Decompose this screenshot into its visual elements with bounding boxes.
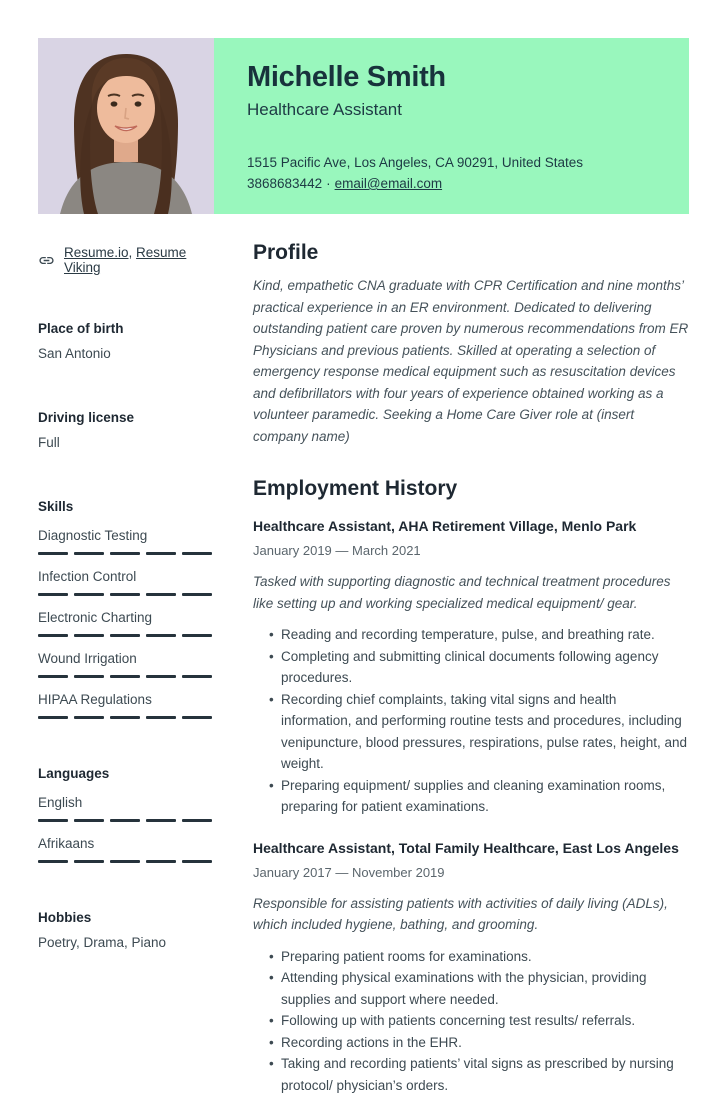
job-duty: • Recording actions in the EHR. — [269, 1032, 689, 1054]
person-name: Michelle Smith — [247, 61, 446, 93]
skill-level-bar — [38, 593, 212, 596]
main-column — [253, 240, 689, 1096]
skill-level-bar — [38, 716, 212, 719]
external-links — [64, 245, 212, 275]
job-duty: • Following up with patients concerning test results/ referrals. — [269, 1010, 689, 1032]
resume-viking-link[interactable]: Resume Viking — [64, 245, 187, 275]
resume-body — [38, 240, 689, 1096]
language-item — [38, 836, 212, 863]
job-title: Healthcare Assistant, Total Family Healthcare, East Los Angeles — [253, 839, 679, 856]
external-links-row — [38, 245, 212, 275]
skill-label: Electronic Charting — [38, 610, 153, 625]
job-duty: • Reading and recording temperature, pulse, and breathing rate. — [269, 624, 689, 646]
place-of-birth-heading: Place of birth — [38, 321, 124, 336]
person-job-title: Healthcare Assistant — [247, 99, 402, 119]
hobbies-section — [38, 910, 212, 952]
language-label: English — [38, 795, 83, 810]
resume-header — [38, 38, 689, 214]
job-duty: • Completing and submitting clinical documents following agency procedures. — [269, 646, 689, 689]
profile-section — [253, 240, 689, 447]
skill-label: Diagnostic Testing — [38, 528, 148, 543]
driving-license-section — [38, 410, 212, 452]
email-link[interactable]: email@email.com — [334, 176, 443, 191]
contact-block — [247, 152, 659, 194]
skill-label: HIPAA Regulations — [38, 692, 152, 707]
language-label: Afrikaans — [38, 836, 95, 851]
language-item — [38, 795, 212, 822]
links-separator: , — [128, 245, 137, 260]
skill-level-bar — [38, 675, 212, 678]
driving-license-value: Full — [38, 435, 60, 450]
skills-section — [38, 499, 212, 719]
job-dates: January 2017 — November 2019 — [253, 864, 445, 880]
job-duties-list — [253, 946, 689, 1096]
driving-license-heading: Driving license — [38, 410, 135, 425]
skill-item — [38, 569, 212, 596]
header-band — [214, 38, 689, 214]
employment-history-section — [253, 476, 689, 1096]
dot-separator: · — [326, 176, 331, 191]
skill-item — [38, 692, 212, 719]
job-duty: • Recording chief complaints, taking vital signs and health information, and performing routine tests and procedures, including venipuncture, blood pressures, respirations, pulse rates, height, and weight. — [269, 689, 689, 775]
skill-level-bar — [38, 552, 212, 555]
place-of-birth-value: San Antonio — [38, 346, 111, 361]
resume-io-link[interactable]: Resume.io — [64, 245, 129, 260]
hobbies-value: Poetry, Drama, Piano — [38, 935, 167, 950]
languages-section — [38, 766, 212, 863]
profile-heading: Profile — [253, 241, 319, 264]
profile-text: Kind, empathetic CNA graduate with CPR Certification and nine months’ practical experience in an ER environment. Dedicated to delivering outstanding patient care proven by numerous recommendations from ER Physicians and previous patients. Skilled at operating a selection of emergency response medical equipment such as resuscitation devices and defibrillators with four years of experience obtained working as a volunteer paramedic. Seeking a Home Care Giver role at (insert company name) — [253, 278, 689, 444]
job-duty: • Attending physical examinations with the physician, providing supplies and support where needed. — [269, 967, 689, 1010]
portrait-illustration — [38, 38, 214, 214]
phone-number: 3868683442 — [247, 176, 323, 191]
job-duties-list — [253, 624, 689, 818]
job-duty: • Taking and recording patients’ vital signs as prescribed by nursing protocol/ physician’s orders. — [269, 1053, 689, 1096]
skill-level-bar — [38, 634, 212, 637]
skills-heading: Skills — [38, 499, 74, 514]
job-title: Healthcare Assistant, AHA Retirement Village, Menlo Park — [253, 518, 637, 535]
skill-label: Infection Control — [38, 569, 137, 584]
skill-item — [38, 610, 212, 637]
link-icon — [38, 252, 55, 269]
language-level-bar — [38, 860, 212, 863]
job-summary: Responsible for assisting patients with activities of daily living (ADLs), which included hygiene, bathing, and grooming. — [253, 895, 668, 933]
job-dates: January 2019 — March 2021 — [253, 543, 421, 559]
phone-email-line — [247, 173, 659, 194]
languages-heading: Languages — [38, 766, 110, 781]
employment-history-heading: Employment History — [253, 477, 458, 501]
skill-item — [38, 528, 212, 555]
job-entry — [253, 839, 689, 1096]
skill-item — [38, 651, 212, 678]
address-line: 1515 Pacific Ave, Los Angeles, CA 90291, United States — [247, 155, 583, 170]
job-summary: Tasked with supporting diagnostic and technical treatment procedures like setting up and working specialized medical equipment/ gear. — [253, 574, 671, 611]
hobbies-heading: Hobbies — [38, 910, 92, 925]
profile-photo — [38, 38, 214, 214]
skill-label: Wound Irrigation — [38, 651, 137, 666]
job-duty: • Preparing patient rooms for examinations. — [269, 946, 689, 968]
sidebar — [38, 240, 212, 1096]
job-entry — [253, 517, 689, 818]
language-level-bar — [38, 819, 212, 822]
job-duty: • Preparing equipment/ supplies and cleaning examination rooms, preparing for patient examinations. — [269, 775, 689, 818]
place-of-birth-section — [38, 321, 212, 363]
